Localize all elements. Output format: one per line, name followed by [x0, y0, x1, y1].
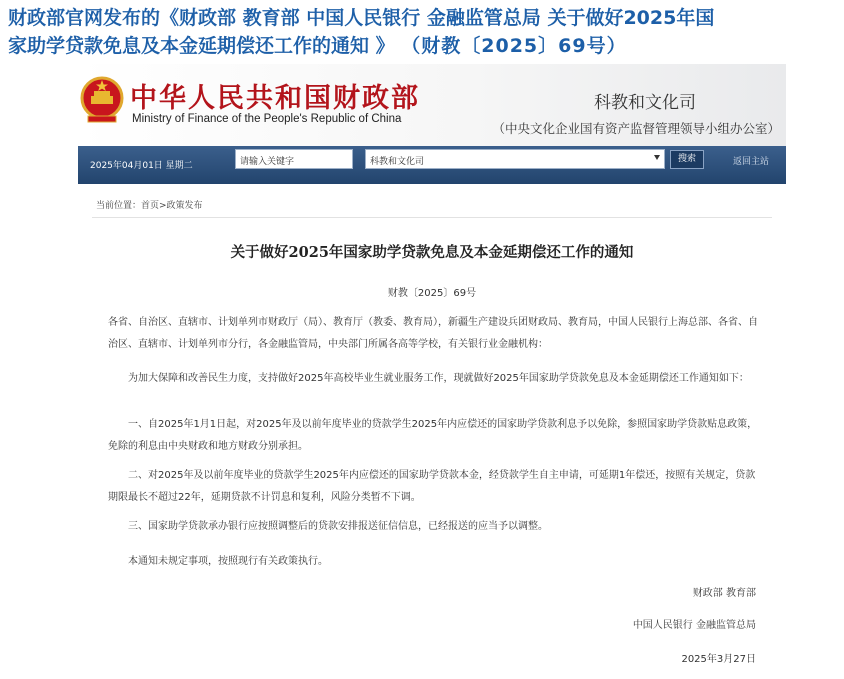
- document-title: 关于做好2025年国家助学贷款免息及本金延期偿还工作的通知: [230, 244, 634, 261]
- department-subtitle: （中央文化企业国有资产监督管理领导小组办公室）: [492, 121, 780, 136]
- breadcrumb: 当前位置：首页>政策发布: [96, 201, 203, 211]
- site-header: [78, 64, 786, 146]
- document-number: 财教〔2025〕69号: [387, 288, 477, 299]
- article-caption: [8, 4, 842, 60]
- ministry-name-en: Ministry of Finance of the People's Republic of China: [132, 113, 402, 125]
- national-emblem-icon: [80, 74, 124, 126]
- chevron-down-icon: [654, 155, 660, 160]
- document-item-3: 三、国家助学贷款承办银行应按照调整后的贷款安排报送征信信息，已经报送的应当予以调整。: [128, 521, 548, 532]
- signer-line-1: 财政部 教育部: [692, 588, 756, 599]
- document-date: 2025年3月27日: [681, 654, 756, 665]
- search-input[interactable]: 请输入关键字: [235, 149, 353, 169]
- document-addressee: 各省、自治区、直辖市、计划单列市财政厅（局）、教育厅（教委、教育局），新疆生产建设兵团财政局、教育局，中国人民银行上海总部、各省、自治区、直辖市、计划单列市分行，各金融监管局，中央部门所属各高等学校，有关银行业金融机构：: [108, 317, 758, 350]
- caption-line-1: 财政部官网发布的《财政部 教育部 中国人民银行 金融监管总局 关于做好2025年国: [8, 7, 715, 29]
- caption-line-2: 家助学贷款免息及本金延期偿还工作的通知 》 （财教〔2025〕69号）: [8, 35, 627, 57]
- caption-doc-number: （财教〔2025〕69号）: [401, 35, 627, 57]
- home-link[interactable]: 返回主站: [733, 157, 770, 167]
- ministry-name-cn: 中华人民共和国财政部: [130, 83, 420, 114]
- webpage-screenshot: [78, 64, 786, 679]
- document-item-1: 一、自2025年1月1日起，对2025年及以前年度毕业的贷款学生2025年内应偿还的国家助学贷款利息予以免除，参照国家助学贷款贴息政策，免除的利息由中央财政和地方财政分别承担。: [108, 419, 758, 452]
- document-closing: 本通知未规定事项，按照现行有关政策执行。: [128, 556, 328, 567]
- signer-line-2: 中国人民银行 金融监管总局: [632, 620, 756, 631]
- document-intro: 为加大保障和改善民生力度，支持做好2025年高校毕业生就业服务工作，现就做好2025年国家助学贷款免息及本金延期偿还工作通知如下：: [128, 373, 749, 384]
- department-select-value: 科教和文化司: [370, 157, 425, 167]
- search-button[interactable]: 搜索: [670, 150, 704, 169]
- divider: [92, 217, 772, 218]
- navigation-bar: [78, 146, 786, 184]
- department-name: 科教和文化司: [594, 93, 696, 113]
- current-date: 2025年04月01日 星期二: [90, 161, 193, 171]
- document-item-2: 二、对2025年及以前年度毕业的贷款学生2025年内应偿还的国家助学贷款本金，经贷款学生自主申请，可延期1年偿还，按照有关规定，贷款期限最长不超过22年，延期贷款不计罚息和复利，风险分类暂不下调。: [108, 470, 756, 503]
- department-select[interactable]: [365, 149, 665, 169]
